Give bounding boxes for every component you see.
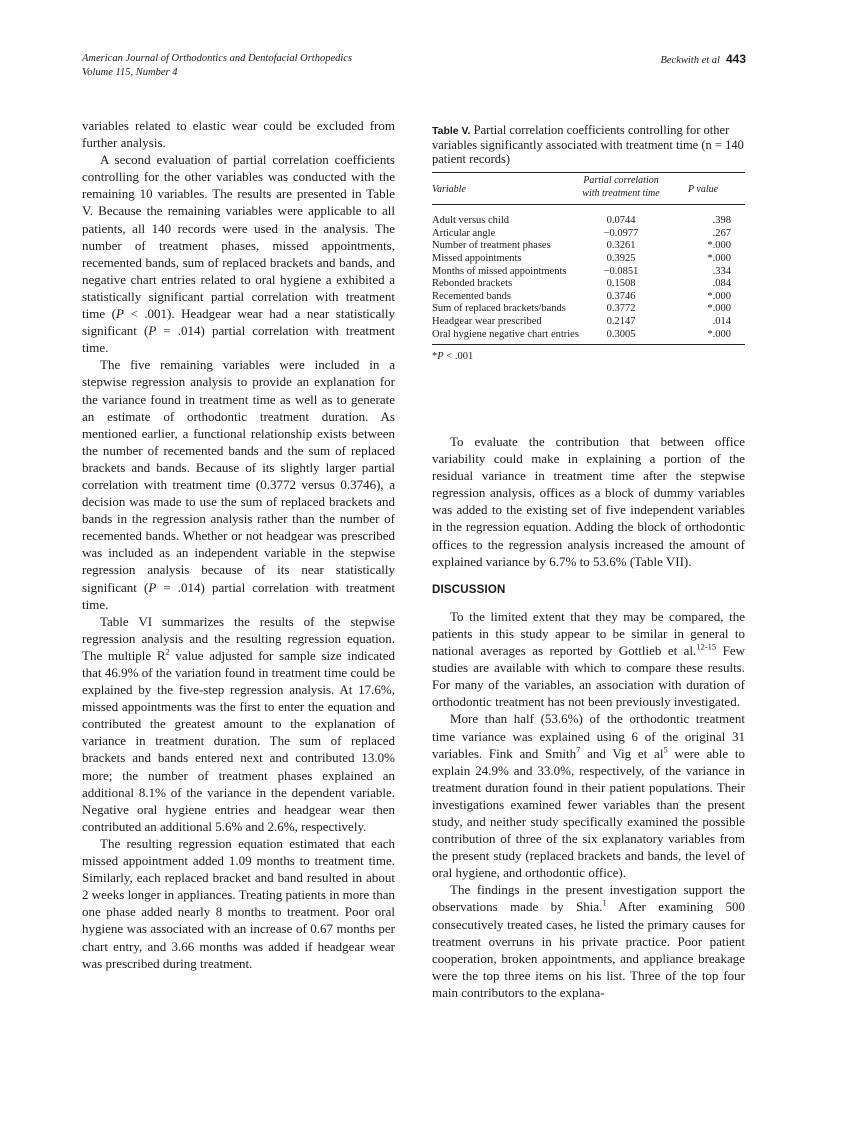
table-row bbox=[432, 253, 745, 266]
paragraph: To the limited extent that they may be compared, the patients in this study appear to be similar in general to national averages as reported by Gottlieb et al.$^{12-15}$ Few studies are available with which to compare these results. For many of the variables, an association with duration of orthodontic treatment has not been previously investigated. bbox=[432, 608, 746, 710]
cell-variable: Rebonded brackets bbox=[432, 278, 513, 290]
cell-p-value: *.000 bbox=[661, 329, 745, 345]
paragraph: The resulting regression equation estimated that each missed appointment added 1.09 months to treatment time. Similarly, each replaced bracket and band resulted in about 2 weeks longer in appliances. Treating patients in more than one phase added nearly 8 months to treatment. Poor oral hygiene was associated with an increase of 0.67 months per chart entry, and 3.66 months was added if headgear wear was prescribed during treatment. bbox=[82, 835, 395, 971]
cell-variable: Oral hygiene negative chart entries bbox=[432, 329, 581, 345]
paragraph: The findings in the present investigation support the observations made by Shia.$^1$ After examining 500 consecutively treated cases, he listed the primary causes for treatment overruns in his private practice. Poor patient cooperation, broken appointments, and appliance breakage were the top three items on his list. Three of the top four main contributors to the explana- bbox=[432, 882, 745, 1000]
cell-partial-correlation: 0.1508 bbox=[606, 278, 636, 290]
column-header-partial-correlation: Partial correlation with treatment time bbox=[581, 173, 661, 205]
cell-p-value: *.000 bbox=[707, 303, 731, 315]
table-v bbox=[432, 123, 745, 362]
cell-variable: Number of treatment phases bbox=[432, 240, 551, 252]
cell-partial-correlation: −0.0851 bbox=[603, 265, 639, 277]
table-row bbox=[432, 228, 745, 241]
cell-variable: Sum of replaced brackets/bands bbox=[432, 303, 566, 315]
cell-p-value: .014 bbox=[712, 315, 731, 327]
cell-p-value: .334 bbox=[712, 265, 731, 277]
cell-p-value: .084 bbox=[712, 278, 731, 290]
cell-partial-correlation: 0.3005 bbox=[581, 329, 661, 345]
journal-citation bbox=[82, 52, 352, 80]
paragraph: variables related to elastic wear could be excluded from further analysis. bbox=[82, 118, 395, 151]
paragraph: To evaluate the contribution that between office variability could make in explaining a portion of the residual variance in treatment time after the stepwise regression analysis, offices as a block of dummy variables was added to the existing set of five independent variables in the regression equation. Adding the block of orthodontic offices to the regression analysis increased the amount of explained variance by 6.7% to 53.6% (Table VII). bbox=[432, 434, 745, 569]
journal-volume: Volume 115, Number 4 bbox=[82, 67, 178, 78]
cell-partial-correlation: 0.0744 bbox=[606, 215, 636, 227]
table-row bbox=[432, 303, 745, 316]
right-column bbox=[432, 433, 745, 1001]
cell-p-value: *.000 bbox=[707, 240, 731, 252]
cell-variable: Articular angle bbox=[432, 227, 496, 239]
table-caption: Table V. Partial correlation coefficients controlling for other variables significantly associated with treatment time (n = 140 patient records) bbox=[432, 123, 744, 166]
cell-partial-correlation: 0.3746 bbox=[606, 290, 636, 302]
table-footnote: *P < .001 bbox=[432, 351, 474, 363]
cell-p-value: .267 bbox=[712, 227, 731, 239]
page-number: 443 bbox=[725, 52, 746, 66]
cell-p-value: .398 bbox=[712, 215, 731, 227]
paragraph: More than half (53.6%) of the orthodontic treatment time variance was explained using 6 of the original 31 variables. Fink and Smith$^7$ and Vig et $al^5$ were able to explain 24.9% and 33.0%, respectively, of the variance in treatment duration found in their patient populations. Their investigations examined fewer variables than the present study, and neither study specifically examined the possible contribution of three of the six explanatory variables from the present study (replaced brackets and bands, the level of oral hygiene, and orthodontic office). bbox=[432, 711, 745, 881]
paragraph: The five remaining variables were included in a stepwise regression analysis to provide an explanation for the variance found in treatment time as well as to generate an estimate of orthodontic treatment duration. As mentioned earlier, a functional relationship exists between the number of recemented bands and the sum of replaced brackets and bands. Because of its slightly larger partial correlation with treatment time (0.3772 versus 0.3746), a decision was made to use the sum of replaced brackets and bands in the regression analysis rather than the number of recemented bands. Whether or not headgear was prescribed was included as an independent variable in the stepwise regression analysis because of its near statistically significant (P = .014) partial correlation with treatment time. bbox=[82, 357, 395, 612]
cell-partial-correlation: −0.0977 bbox=[603, 227, 639, 239]
table-row bbox=[432, 205, 745, 228]
cell-variable: Headgear wear prescribed bbox=[432, 315, 542, 327]
cell-p-value: *.000 bbox=[707, 252, 731, 264]
author-page bbox=[660, 52, 746, 68]
partial-correlation-table bbox=[432, 172, 745, 345]
table-row bbox=[432, 266, 745, 279]
journal-title: American Journal of Orthodontics and Dentofacial Orthopedics bbox=[82, 53, 353, 64]
column-header-variable: Variable bbox=[432, 179, 581, 205]
cell-partial-correlation: 0.3261 bbox=[606, 240, 636, 252]
table-label: Table V. bbox=[432, 125, 471, 137]
cell-variable: Missed appointments bbox=[432, 252, 522, 264]
cell-variable: Recemented bands bbox=[432, 290, 512, 302]
paragraph: Table VI summarizes the results of the stepwise regression analysis and the resulting regression equation. The multiple $R^2$ value adjusted for sample size indicated that 46.9% of the variation found in treatment time could be explained by the five-step regression analysis. At 17.6%, missed appointments was the first to enter the equation and contributed the greatest amount to the explanation of variance in treatment duration. The sum of replaced brackets and bands entered next and contributed 13.0% more; the number of treatment phases explained an additional 8.1% of the variance in the dependent variable. Negative oral hygiene entries and headgear wear then contributed an additional 5.6% and 2.6%, respectively. bbox=[82, 613, 395, 834]
cell-variable: Adult versus child bbox=[432, 215, 509, 227]
table-row bbox=[432, 316, 745, 329]
left-column bbox=[82, 117, 395, 972]
cell-variable: Months of missed appointments bbox=[432, 265, 567, 277]
cell-partial-correlation: 0.2147 bbox=[606, 315, 636, 327]
table-row bbox=[432, 291, 745, 304]
cell-partial-correlation: 0.3925 bbox=[606, 252, 636, 264]
running-authors: Beckwith et al bbox=[660, 55, 720, 66]
table-row bbox=[432, 329, 745, 345]
section-heading-discussion: DISCUSSION bbox=[432, 583, 506, 596]
paragraph: A second evaluation of partial correlation coefficients controlling for the other variables was conducted with the remaining 10 variables. The results are presented in Table V. Because the remaining variables were applicable to all patients, all 140 records were used in the analysis. The number of treatment phases, missed appointments, recemented bands, sum of replaced brackets and bands, and negative chart entries related to oral hygiene a exhibited a statistically significant partial correlation with treatment time (P < .001). Headgear wear had a near statistically significant (P = .014) partial correlation with treatment time. bbox=[82, 152, 395, 356]
column-header-p-value: P value bbox=[661, 179, 745, 205]
cell-partial-correlation: 0.3772 bbox=[606, 303, 636, 315]
table-row bbox=[432, 240, 745, 253]
table-row bbox=[432, 278, 745, 291]
cell-p-value: *.000 bbox=[707, 290, 731, 302]
